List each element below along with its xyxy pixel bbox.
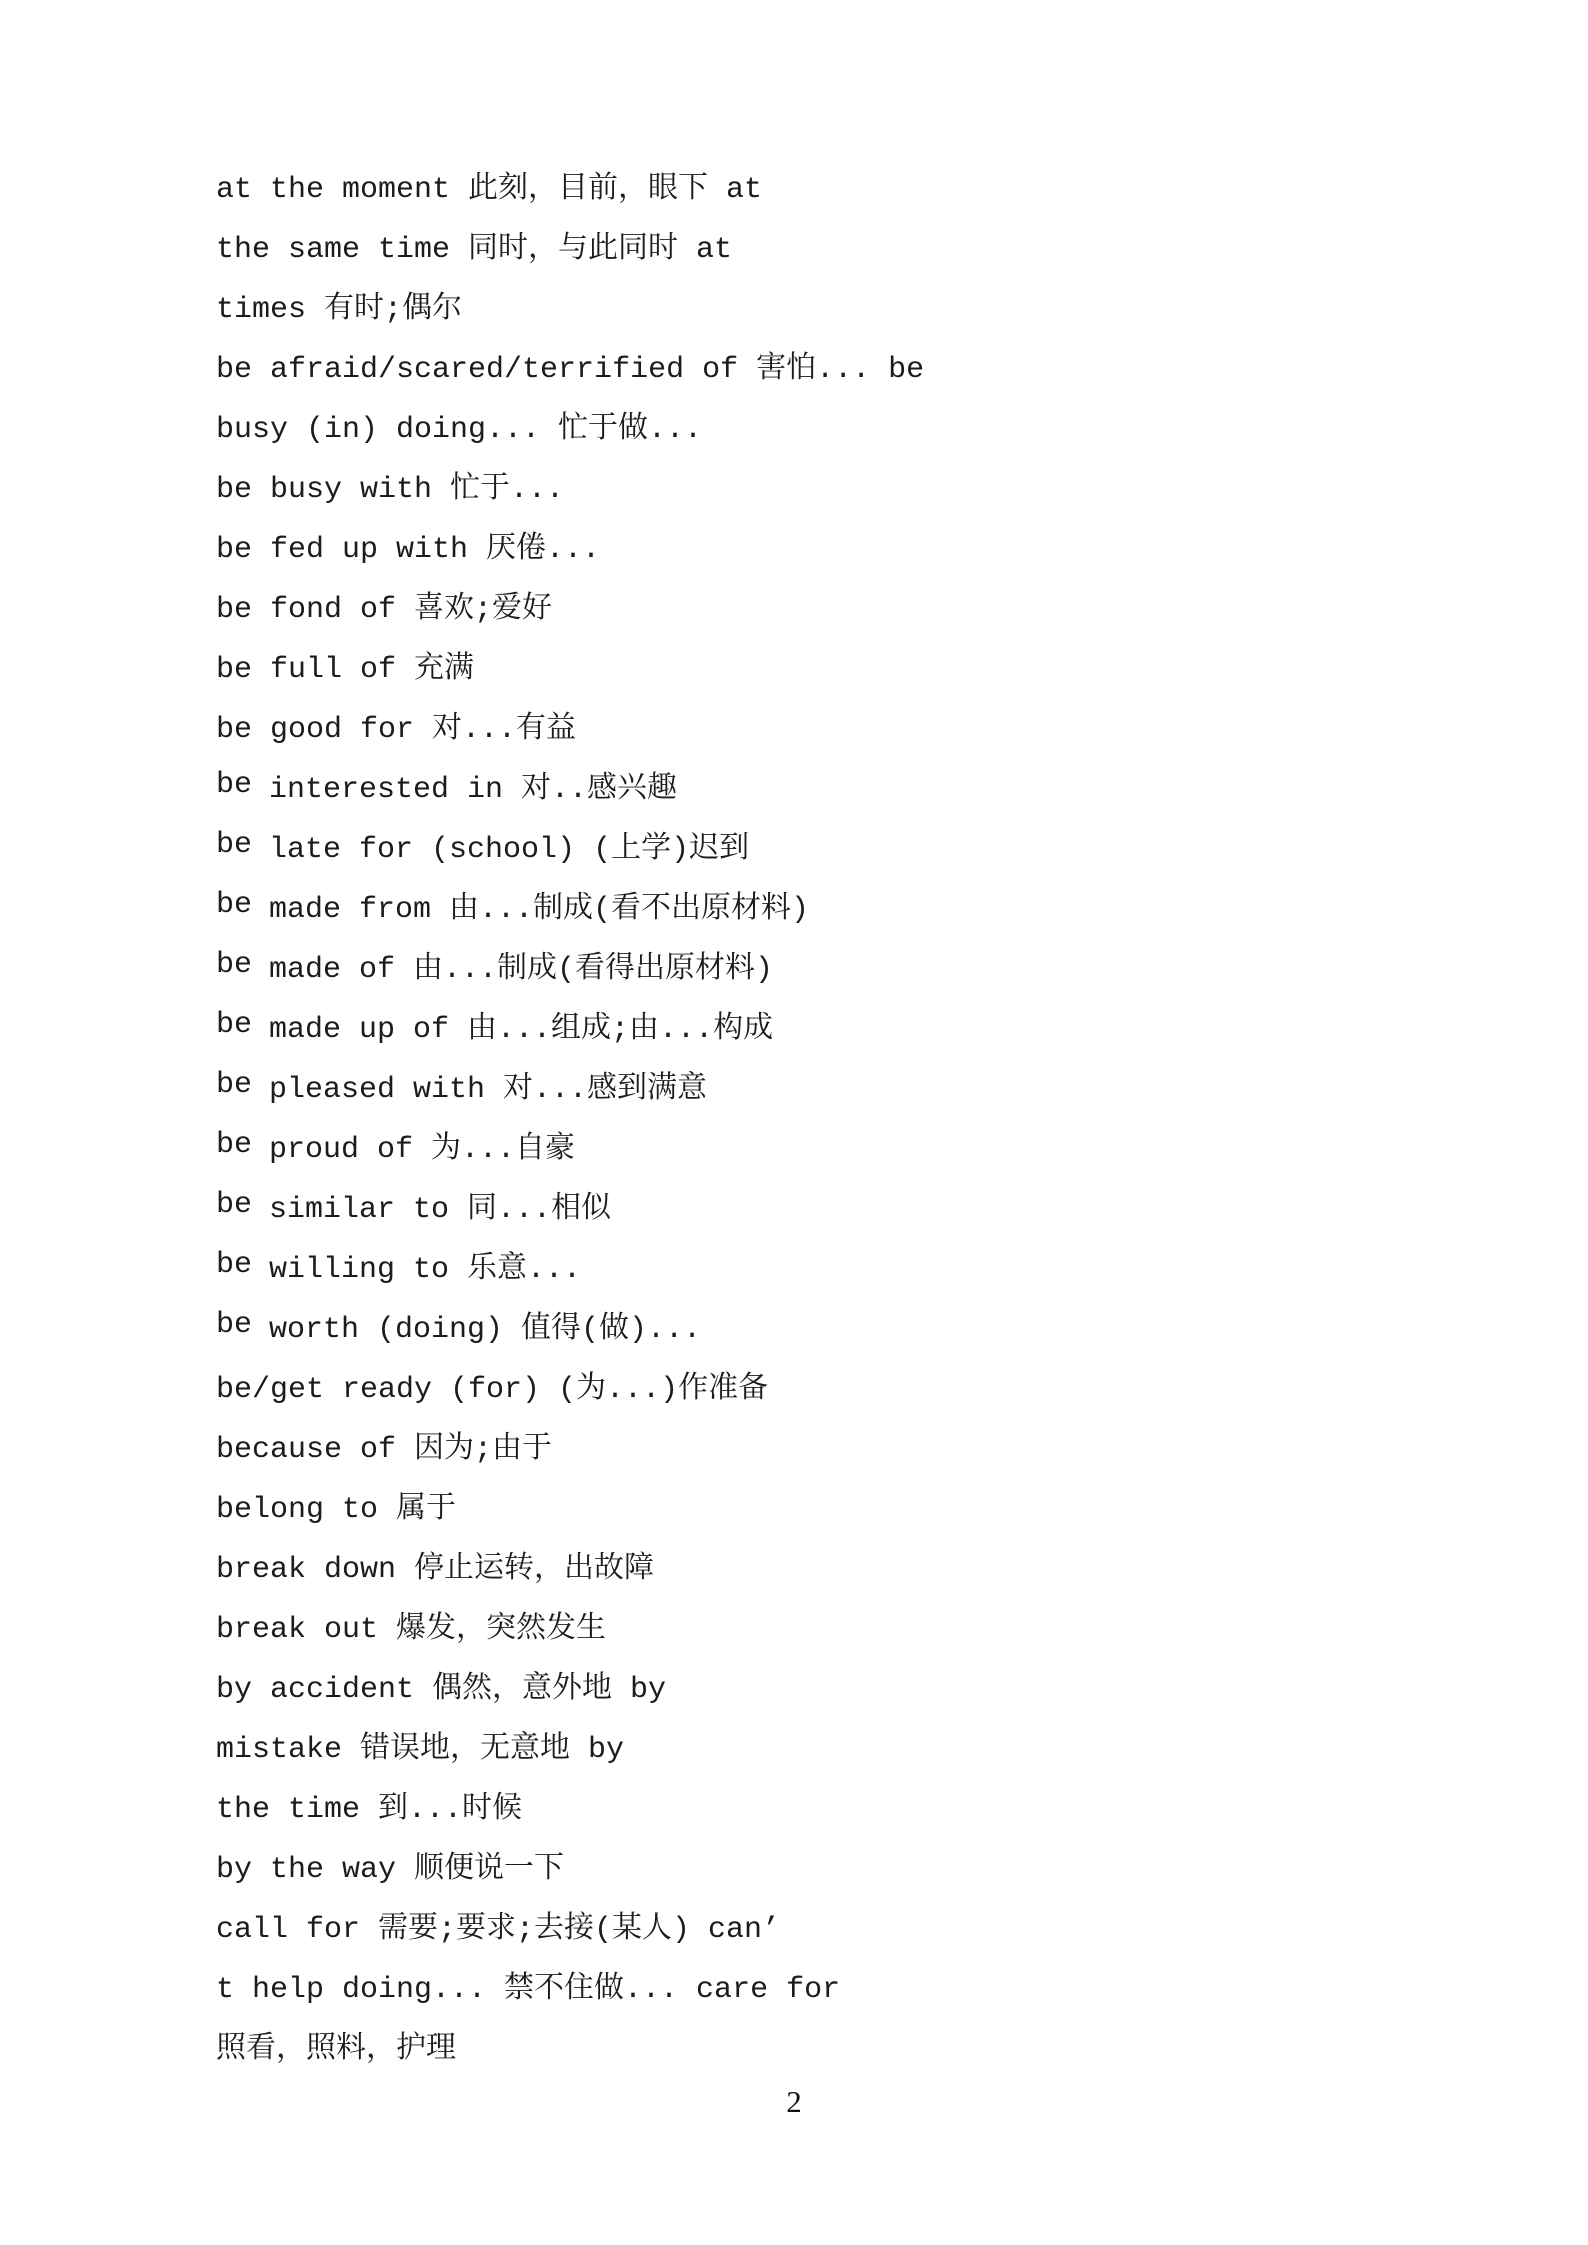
phrase-line <box>216 220 1116 280</box>
phrase-line-text: made of 由...制成(看得出原材料) <box>269 953 774 987</box>
phrase-line <box>216 160 1116 220</box>
phrase-line-text: the same time 同时，与此同时 at <box>216 233 733 267</box>
phrase-line-text: by the way 顺便说一下 <box>216 1853 565 1887</box>
phrase-line-prefix: be <box>216 1008 253 1042</box>
phrase-line-text: proud of 为...自豪 <box>269 1133 576 1167</box>
phrase-line <box>216 460 1116 520</box>
phrase-line-prefix: be <box>216 1248 253 1282</box>
phrase-line <box>216 1840 1116 1900</box>
phrase-line-text: by accident 偶然，意外地 by <box>216 1673 667 1707</box>
phrase-line-text: be busy with 忙于... <box>216 473 565 507</box>
phrase-line-prefix: be <box>216 1188 253 1222</box>
phrase-line-text: mistake 错误地，无意地 by <box>216 1733 625 1767</box>
phrase-line <box>216 1300 1116 1360</box>
phrase-line-text: at the moment 此刻，目前，眼下 at <box>216 173 763 207</box>
phrase-line <box>216 1480 1116 1540</box>
page-number: 2 <box>786 2084 802 2119</box>
phrase-line <box>216 1600 1116 1660</box>
phrase-line-text: be fed up with 厌倦... <box>216 533 601 567</box>
phrase-line-text: busy (in) doing... 忙于做... <box>216 413 703 447</box>
phrase-line-text: worth (doing) 值得(做)... <box>269 1313 702 1347</box>
phrase-line <box>216 1720 1116 1780</box>
phrase-line-text: be afraid/scared/terrified of 害怕... be <box>216 353 925 387</box>
phrase-line <box>216 580 1116 640</box>
phrase-line-prefix: be <box>216 888 253 922</box>
phrase-line <box>216 1660 1116 1720</box>
phrase-line-text: because of 因为;由于 <box>216 1433 553 1467</box>
phrase-line <box>216 760 1116 820</box>
phrase-line-text: times 有时;偶尔 <box>216 293 463 327</box>
phrase-line-text: made up of 由...组成;由...构成 <box>269 1013 774 1047</box>
phrase-line-text: be fond of 喜欢;爱好 <box>216 593 553 627</box>
phrase-line-text: break down 停止运转，出故障 <box>216 1553 655 1587</box>
phrase-line-text: belong to 属于 <box>216 1493 457 1527</box>
phrase-line <box>216 1060 1116 1120</box>
phrase-line-text: interested in 对..感兴趣 <box>269 773 678 807</box>
phrase-line <box>216 1900 1116 1960</box>
phrase-line-text: t help doing... 禁不住做... care for <box>216 1973 841 2007</box>
phrase-list <box>216 160 1116 2080</box>
phrase-line-prefix: be <box>216 828 253 862</box>
phrase-line-text: break out 爆发，突然发生 <box>216 1613 607 1647</box>
phrase-line <box>216 1780 1116 1840</box>
phrase-line <box>216 340 1116 400</box>
phrase-line-text: be full of 充满 <box>216 653 475 687</box>
phrase-line-prefix: be <box>216 1128 253 1162</box>
phrase-line <box>216 940 1116 1000</box>
phrase-line-prefix: be <box>216 948 253 982</box>
phrase-line-text: late for (school) (上学)迟到 <box>269 833 750 867</box>
phrase-line-text: 照看，照料，护理 <box>216 2033 456 2067</box>
phrase-line <box>216 520 1116 580</box>
phrase-line <box>216 1000 1116 1060</box>
phrase-line-text: made from 由...制成(看不出原材料) <box>269 893 810 927</box>
phrase-line <box>216 700 1116 760</box>
phrase-line <box>216 640 1116 700</box>
phrase-line <box>216 400 1116 460</box>
phrase-line-prefix: be <box>216 768 253 802</box>
phrase-line-text: be/get ready (for) (为...)作准备 <box>216 1373 769 1407</box>
phrase-line-text: willing to 乐意... <box>269 1253 582 1287</box>
phrase-line <box>216 1540 1116 1600</box>
phrase-line <box>216 1120 1116 1180</box>
phrase-line <box>216 280 1116 340</box>
phrase-line-text: pleased with 对...感到满意 <box>269 1073 708 1107</box>
phrase-line <box>216 1240 1116 1300</box>
phrase-line-prefix: be <box>216 1308 253 1342</box>
phrase-line-prefix: be <box>216 1068 253 1102</box>
phrase-line <box>216 820 1116 880</box>
phrase-line-text: similar to 同...相似 <box>269 1193 612 1227</box>
phrase-line <box>216 880 1116 940</box>
phrase-line-text: the time 到...时候 <box>216 1793 523 1827</box>
phrase-line <box>216 2020 1116 2080</box>
phrase-line-text: call for 需要;要求;去接(某人) can’ <box>216 1913 781 1947</box>
phrase-line-text: be good for 对...有益 <box>216 713 577 747</box>
phrase-line <box>216 1360 1116 1420</box>
phrase-line <box>216 1960 1116 2020</box>
phrase-line <box>216 1180 1116 1240</box>
phrase-line <box>216 1420 1116 1480</box>
